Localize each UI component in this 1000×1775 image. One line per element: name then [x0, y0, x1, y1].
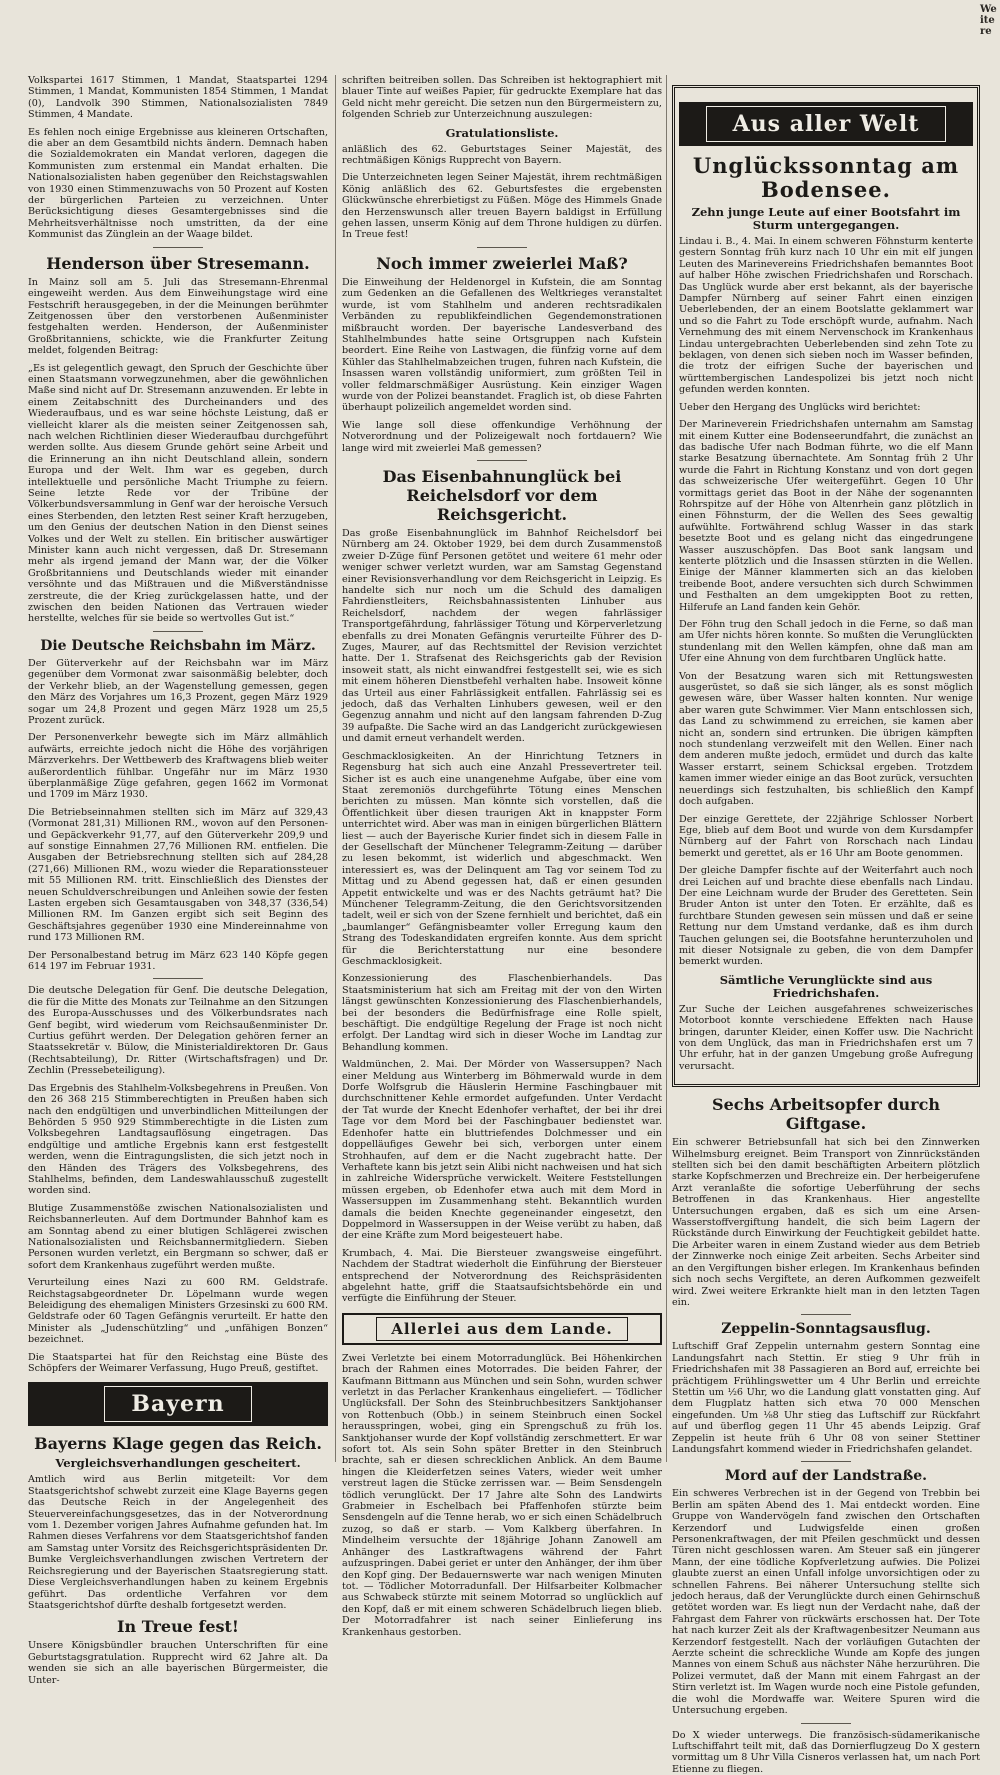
article-text: Ueber den Hergang des Unglücks wird berichtet:	[679, 402, 973, 413]
article-text: Der Güterverkehr auf der Reichsbahn war im März gegenüber dem Vormonat zwar saisonmäßig belebter, doch der Verkehr blieb, an der Wagenstellung gemessen, gegen den März des Vorjahres um 16,3 Prozent, gegen März 1929 sogar um 24,8 Prozent und gegen März 1928 um 25,5 Prozent zurück.	[28, 658, 328, 726]
article-text: Die Einweihung der Heldenorgel in Kufstein, die am Sonntag zum Gedenken an die Gefallenen des Weltkrieges veranstaltet wurde, ist vom Stahlhelm und anderen rechtsradikalen Verbänden zu republikfeindlichen Gegendemonstrationen mißbraucht worden. Der bayerische Landesverband des Stahlhelmbundes hatte seine Ortsgruppen nach Kufstein beordert. Eine Reihe von Lastwagen, die fünfzig vorne auf dem Kühler das Stahlhelmabzeichen trugen, fuhren nach Kufstein, die Insassen waren vollständig uniformiert, zum größten Teil in voller feldmarschmäßiger Ausrüstung. Kein einziger Wagen wurde von der Polizei beanstandet. Fraglich ist, ob diese Fahrten überhaupt polizeilich angemeldet worden sind.	[342, 277, 662, 414]
article-text: Der Föhn trug den Schall jedoch in die Ferne, so daß man am Ufer nichts hören konnte. So mußten die Verunglückten stundenlang mit den Wellen kämpfen, ohne daß man am Ufer eine Ahnung von dem furchtbaren Unglück hatte.	[679, 619, 973, 665]
article-text: Der Marineverein Friedrichshafen unternahm am Samstag mit einem Kutter eine Bodenseerundfahrt, die zunächst an das badische Ufer nach Bodman führte, wo die elf Mann starke Besatzung übernachtete. Am Sonntag früh 2 Uhr wurde die Fahrt in Richtung Konstanz und von dort gegen das schweizerische Ufer weitergeführt. Gegen 10 Uhr vormittags geriet das Boot in der Nähe der sogenannten Rohrspitze auf der Höhe von Altenrhein ganz plötzlich in einen Föhnsturm, der die Wellen des Sees gewaltig aufwühlte. Fortwährend schlug Wasser in das stark besetzte Boot und es gelang nicht das eingedrungene Wasser auszuschöpfen. Das Boot sank langsam und kenterte plötzlich und die Insassen stürzten in die Wellen. Einige der Männer klammerten sich an das kieloben treibende Boot, andere versuchten sich durch Schwimmen und Festhalten an dem umgekippten Boot zu retten, Hilferufe an Land fanden kein Gehör.	[679, 419, 973, 613]
column-rule	[335, 75, 336, 1462]
headline-eisenbahn: Das Eisenbahnunglück bei Reichelsdorf vor dem Reichsgericht.	[342, 467, 662, 524]
article-text: Wie lange soll diese offenkundige Verhöhnung der Notverordnung und der Polizeigewalt noch fortdauern? Wie lange wird mit zweierlei Maß gemessen?	[342, 420, 662, 454]
headline-giftgase: Sechs Arbeitsopfer durch Giftgase.	[672, 1095, 980, 1133]
headline-landstrasse: Mord auf der Landstraße.	[672, 1468, 980, 1484]
headline-klage: Bayerns Klage gegen das Reich.	[28, 1434, 328, 1453]
article-text: Ein schwerer Betriebsunfall hat sich bei den Zinnwerken Wilhelmsburg ereignet. Beim Transport von Zinnrückständen stellten sich bei den damit beschäftigten Arbeitern plötzlich starke Kopfschmerzen und Brechreize ein. Der herbeigerufene Arzt veranlaßte die sofortige Ueberführung der sechs Betroffenen in das Krankenhaus. Hier angestellte Untersuchungen ergaben, daß es sich um eine Arsen-Wasserstoffvergiftung handelt, die sich beim Lagern der Rückstände durch Einwirkung der Feuchtigkeit gebildet hatte. Die Arbeiter waren in einem Zustand wieder aus dem Betrieb der Zinnwerke noch einige Zeit arbeiten. Sechs Arbeiter sind an den Vergiftungen bisher erlegen. Im Krankenhaus befinden sich noch sechs Vergiftete, an deren Aufkommen gezweifelt wird. Zwei weitere Erkrankte hielt man in den letzten Tagen ein.	[672, 1137, 980, 1308]
column-middle	[342, 75, 662, 1480]
page-edge-label: Weitere	[980, 4, 998, 37]
election-summary-text: Es fehlen noch einige Ergebnisse aus kleineren Ortschaften, die aber an dem Gesamtbild nichts ändern. Demnach haben die Sozialdemokraten ein Mandat verloren, dagegen die Kommunisten zum erstenmal ein Mandat erhalten. Die Nationalsozialisten haben gegenüber den Reichstagswahlen von 1930 einen Stimmenzuwachs von 50 Prozent auf Kosten der bürgerlichen Parteien zu verzeichnen. Unter Berücksichtigung dieses Gesamtergebnisses sind die Mehrheitsverhältnisse noch umstritten, da der eine Kommunist das Zünglein an der Waage bildet.	[28, 127, 328, 241]
article-text: Die Betriebseinnahmen stellten sich im März auf 329,43 (Vormonat 281,31) Millionen RM., wovon auf den Personen- und Gepäckverkehr 91,77, auf den Güterverkehr 209,9 und auf sonstige Einnahmen 27,76 Millionen RM. entfielen. Die Ausgaben der Betriebsrechnung stellten sich auf 284,28 (271,66) Millionen RM., wozu wieder die Reparationssteuer mit 55 Millionen RM. tritt. Einschließlich des Dienstes der neuen Schuldverschreibungen und Anleihen sowie der festen Lasten ergeben sich Gesamtausgaben von 348,37 (336,54) Millionen RM. Im Ganzen ergibt sich seit Beginn des Geschäftsjahres gegenüber 1930 eine Mindereinnahme von rund 173 Millionen RM.	[28, 807, 328, 944]
news-brief: Konzessionierung des Flaschenbierhandels. Das Staatsministerium hat sich am Freitag mit der von den Wirten längst gewünschten Konzessionierung des Flaschenbierhandels, bei der besonders die Bedürfnisfrage eine Rolle spielt, beschäftigt. Die endgültige Regelung der Frage ist noch nicht erfolgt. Der Landtag wird sich in dieser Woche im Landtag zur Behandlung kommen.	[342, 973, 662, 1053]
section-banner-bayern: Bayern	[28, 1382, 328, 1426]
article-text: Lindau i. B., 4. Mai. In einem schweren Föhnsturm kenterte gestern Sonntag früh kurz nach 10 Uhr ein mit elf jungen Leuten des Marinevereins Friedrichshafen bemanntes Boot auf halber Höhe zwischen Friedrichshafen und Rorschach. Das Unglück wurde aber erst bekannt, als der bayerische Dampfer Nürnberg auf seiner Fahrt einen einzigen Ueberlebenden, der an einem Bootslatte geklammert war und so die Fahrt zu Tode erschöpft wurde, aufnahm. Nach Vernehmung des mit einem Nervenschock im Krankenhaus Lindau untergebrachten Ueberlebenden sind zehn Tote zu beklagen, von denen sich sieben noch im Wasser befinden, die trotz der eifrigen Suche der bayerischen und württembergischen Landespolizei bis jetzt noch nicht gefunden werden konnten.	[679, 236, 973, 396]
separator	[801, 1461, 851, 1462]
column-right	[672, 75, 980, 1480]
section-banner-welt: Aus aller Welt	[679, 102, 973, 146]
separator	[801, 1723, 851, 1724]
article-text: Die Unterzeichneten legen Seiner Majestät, ihrem rechtmäßigen König anläßlich des 62. Geburtsfestes die ergebensten Glückwünsche ehrerbietigst zu Füßen. Möge des Himmels Gnade den Herzenswunsch aller treuen Bayern baldigst in Erfüllung gehen lassen, unserm König auf dem Throne huldigen zu dürfen. In Treue fest!	[342, 172, 662, 240]
column-left	[28, 75, 328, 1480]
column-rule	[666, 75, 667, 1462]
section-banner-lande: Allerlei aus dem Lande.	[342, 1313, 662, 1345]
headline-mass: Noch immer zweierlei Maß?	[342, 254, 662, 273]
news-brief: Do X wieder unterwegs. Die französisch-südamerikanische Luftschiffahrt teilt mit, daß das Dornierflugzeug Do X gestern vormittag um 8 Uhr Villa Cisneros verlassen hat, um nach Port Etienne zu fliegen.	[672, 1730, 980, 1775]
article-text: Zwei Verletzte bei einem Motorradunglück. Bei Höhenkirchen brach der Rahmen eines Motorrades. Die beiden Fahrer, der Kaufmann Bittmann aus München und sein Sohn, wurden schwer verletzt in das Perlacher Krankenhaus eingeliefert. — Tödlicher Unglücksfall. Der Sohn des Steinbruchbesitzers Sanktjohanser von Rottenbuch (Obb.) in seinem Steinbruch einen Sockel herausspringen, wobei, ging ein Sprengschuß zu früh los. Sanktjohanser wurde der Kopf vollständig zerschmettert. Er war sofort tot. Als sein Sohn später Bretter in den Steinbruch brachte, sah er diesen schrecklichen Anblick. An dem Baume hingen die Kleiderfetzen seines Vaters, wieder weit umher verstreut lagen die Stücke zerrissen war. — Beim Sensdengeln tödlich verunglückt. Der 17 Jahre alte Sohn des Landwirts Grabmeier in Eschelbach bei Pfaffenhofen stürzte beim Sensdengeln auf die Tenne herab, wo er sich einen Schädelbruch zuzog, so daß er starb. — Vom Kalkberg überfahren. In Mindelheim versuchte der 18jährige Johann Zanowell am Anhänger des Lastkraftwagens während der Fahrt aufzuspringen. Dabei geriet er unter den Anhänger, der ihm über den Kopf ging. Der Bedauernswerte war nach wenigen Minuten tot. — Tödlicher Motorradunfall. Der Hilfsarbeiter Kolbmacher aus Schwabeck stürzte mit seinem Motorrad so unglücklich auf den Kopf, daß er mit einem schweren Schädelbruch liegen blieb. Der Motorradfahrer ist nach seiner Einlieferung ins Krankenhaus gestorben.	[342, 1353, 662, 1638]
article-text: Luftschiff Graf Zeppelin unternahm gestern Sonntag eine Landungsfahrt nach Stettin. Er stieg 9 Uhr früh in Friedrichshafen mit 38 Passagieren an Bord auf, erreichte bei prächtigem Frühlingswetter um 4 Uhr Berlin und erreichte Stettin um ½6 Uhr, wo die Landung glatt vonstatten ging. Auf dem Flugplatz hatten sich etwa 70 000 Menschen eingefunden. Um ⅛8 Uhr stieg das Luftschiff zur Rückfahrt auf und überflog gegen 11 Uhr 45 abends Leipzig. Graf Zeppelin ist heute früh 6 Uhr 08 von seiner Stettiner Landungsfahrt kommend wieder in Friedrichshafen gelandet.	[672, 1341, 980, 1455]
subheadline-gratulation: Gratulationsliste.	[342, 127, 662, 140]
article-text: Der Personenverkehr bewegte sich im März allmählich aufwärts, erreichte jedoch nicht die Höhe des vorjährigen Märzverkehrs. Der Wettbewerb des Kraftwagens blieb weiter außerordentlich fühlbar. Ungefähr nur im März 1930 überplanmäßige Züge gefahren, gegen 1662 im Vormonat und 1709 im März 1930.	[28, 732, 328, 800]
headline-reichsbahn: Die Deutsche Reichsbahn im März.	[28, 638, 328, 654]
article-text: Das große Eisenbahnunglück im Bahnhof Reichelsdorf bei Nürnberg am 24. Oktober 1929, bei dem durch Zusammenstoß zweier D-Züge fünf Personen getötet und weitere 61 mehr oder weniger schwer verletzt wurden, war am Samstag Gegenstand einer Revisionsverhandlung vor dem Reichsgericht in Leipzig. Es handelte sich nur noch um die Schuld des damaligen Fahrdienstleiters, Reichsbahnassistenten Linhuber aus Reichelsdorf, nachdem der wegen fahrlässiger Transportgefährdung, fahrlässiger Tötung und Körperverletzung ebenfalls zu drei Monaten Gefängnis verurteilte Führer des D-Zuges, Maurer, auf das Rechtsmittel der Revision verzichtet hatte. Der 1. Strafsenat des Reichsgerichts gab der Revision insoweit statt, als nicht einwandfrei festgestellt sei, wie es sich mit einem höheren Dienstbefehl verhalten habe. Insoweit könne das Urteil aus einer Fahrlässigkeit entfallen. Fahrlässig sei es jedoch, daß das Verhalten Linhubers gewesen, weil er den Gegenzug annahm und nicht auf den langsam fahrenden D-Zug 39 aufpaßte. Die Sache wird an das Landgericht zurückgewiesen und damit erneut verhandelt werden.	[342, 528, 662, 745]
separator	[153, 247, 203, 248]
article-text: Zur Suche der Leichen ausgefahrenes schweizerisches Motorboot konnte verschiedene Effekten nach Hause bringen, darunter Kleider, einen Koffer usw. Die Nachricht von dem Unglück, das man in Friedrichshafen erst um 7 Uhr erfuhr, hat in der ganzen Umgebung große Aufregung verursacht.	[679, 1004, 973, 1072]
separator	[153, 978, 203, 979]
headline-treue: In Treue fest!	[28, 1617, 328, 1636]
article-text: schriften beitreiben sollen. Das Schreiben ist hektographiert mit blauer Tinte auf weißes Papier, für gedruckte Exemplare hat das Geld nicht mehr gereicht. Die setzen nun den Bürgermeistern zu, folgenden Schrieb zur Unterzeichnung auszulegen:	[342, 75, 662, 121]
news-brief: Das Ergebnis des Stahlhelm-Volksbegehrens in Preußen. Von den 26 368 215 Stimmberechtigten in Preußen haben sich nach den endgültigen und unverbindlichen Mitteilungen der Behörden 5 950 929 Stimmberechtigte in die Listen zum Volksbegehren Landtagsauflösung eingetragen. Das endgültige und amtliche Ergebnis kann erst festgestellt werden, wenn die Eintragungslisten, die sich jetzt noch in den Händen des Trägers des Volksbegehrens, des Stahlhelms, befinden, dem Landeswahlausschuß zugestellt worden sind.	[28, 1083, 328, 1197]
article-text: anläßlich des 62. Geburtstages Seiner Majestät, des rechtmäßigen Königs Rupprecht von Bayern.	[342, 144, 662, 167]
article-text: In Mainz soll am 5. Juli das Stresemann-Ehrenmal eingeweiht werden. Aus dem Einweihungstage wird eine Festschrift herausgegeben, in der die Meinungen berühmter Zeitgenossen über den verstorbenen Außenminister festgehalten werden. Henderson, der Außenminister Großbritanniens, schickte, wie die Frankfurter Zeitung meldet, folgenden Beitrag:	[28, 277, 328, 357]
separator	[477, 247, 527, 248]
article-text: Der einzige Gerettete, der 22jährige Schlosser Norbert Ege, blieb auf dem Boot und wurde von dem Kursdampfer Nürnberg auf der Fahrt von Rorschach nach Lindau bemerkt und gerettet, als er 16 Uhr am Boote genommen.	[679, 814, 973, 860]
news-brief: Verurteilung eines Nazi zu 600 RM. Geldstrafe. Reichstagsabgeordneter Dr. Löpelmann wurde wegen Beleidigung des ehemaligen Ministers Grzesinski zu 600 RM. Geldstrafe oder 60 Tagen Gefängnis verurteilt. Er hatte den Minister als „Judenschützling“ und „unfähigen Bonzen“ bezeichnet.	[28, 1277, 328, 1345]
news-brief: Waldmünchen, 2. Mai. Der Mörder von Wassersuppen? Nach einer Meldung aus Winterberg im Böhmerwald wurde in dem Dorfe Wolfsgrub die Häuslerin Hermine Faschingbauer mit durchschnittener Kehle ermordet aufgefunden. Unter Verdacht der Tat wurde der Knecht Edenhofer verhaftet, der bei ihr drei Tage vor dem Mord bei der Faschingbauer bedienstet war. Edenhofer hatte ein bluttriefendes Dolchmesser und ein doppelläufiges Gewehr bei sich, verborgen unter einem Strohhaufen, auf dem er die Nacht zugebracht hatte. Der Verhaftete kann bis jetzt sein Alibi nicht nachweisen und hat sich in zahlreiche Widersprüche verwickelt. Weitere Feststellungen müssen ergeben, ob Edenhofer etwa auch mit dem Mord in Wassersuppen im Zusammenhang steht. Bekanntlich wurden damals die beiden Knechte gegeneinander eingesetzt, den Doppelmord in Wassersuppen in der Weise verübt zu haben, daß der eine Kräfte zum Mord beigesteuert habe.	[342, 1059, 662, 1242]
article-text: Der Personalbestand betrug im März 623 140 Köpfe gegen 614 197 im Februar 1931.	[28, 950, 328, 973]
news-brief: Geschmacklosigkeiten. An der Hinrichtung Tetzners in Regensburg hat sich auch eine Anzahl Pressevertreter teil. Sicher ist es auch eine unangenehme Aufgabe, über eine vom Staat zeremoniös durchgeführte Tötung eines Menschen berichten zu müssen. Man könnte sich vorstellen, daß die Öffentlichkeit über diesen traurigen Akt in knappster Form unterrichtet wird. Aber was man in einigen bürgerlichen Blättern liest — auch der Bayerische Kurier findet sich in diesem Falle in der Gesellschaft der Münchener Telegramm-Zeitung — darüber zu lesen bekommt, ist widerlich und abgeschmackt. Wen interessiert es, was der Delinquent am Tag vor seinem Tod zu Mittag und zu Abend gegessen hat, daß er einen gesunden Appetit entwickelte und was er des Nachts geträumt hat? Die Münchener Telegramm-Zeitung, die den Gerichtsvorsitzenden tadelt, weil er sich von der Szene fernhielt und berichtet, daß ein „baumlanger“ Gefängnisbeamter voller Erregung kaum den Strang des Todeskandidaten ergreifen konnte. Aus dem spricht für die Berichterstattung nur eine besondere Geschmacklosigkeit.	[342, 751, 662, 968]
subheadline-bodensee: Zehn junge Leute auf einer Bootsfahrt im Sturm untergegangen.	[679, 206, 973, 232]
article-text: Ein schweres Verbrechen ist in der Gegend von Trebbin bei Berlin am späten Abend des 1. Mai entdeckt worden. Eine Gruppe von Wandervögeln fand zwischen den Ortschaften Kerzendorf und Ludwigsfelde einen großen Personenkraftwagen, der mit Pfeilen geschmückt und dessen Türen nicht geschlossen waren. Am Steuer saß ein jüngerer Mann, der eine tödliche Kopfverletzung aufwies. Die Polizei glaubte zuerst an einen Unfall infolge unvorsichtigen oder zu schnellen Fahrens. Bei näherer Untersuchung stellte sich jedoch heraus, daß der Verunglückte durch einen Gehirnschuß getötet worden war. Es liegt nun der Verdacht nahe, daß der Fahrgast dem Fahrer von rückwärts erschossen hat. Der Tote hat nach kurzer Zeit als der Kraftwagenbesitzer Neumann aus Kerzendorf festgestellt. Nach der vorläufigen Gutachten der Aerzte scheint die schreckliche Wunde am Kopfe des jungen Mannes von einem Schuß aus nächster Nähe herzurühren. Die Polizei vermutet, daß der Mann mit einem Fahrgast an der Stirn verletzt ist. Im Wagen wurde noch eine Pistole gefunden, die wohl die Mordwaffe war. Weitere Spuren wird die Untersuchung ergeben.	[672, 1488, 980, 1716]
top-margin	[0, 0, 1000, 62]
news-brief: Blutige Zusammenstöße zwischen Nationalsozialisten und Reichsbannerleuten. Auf dem Dortmunder Bahnhof kam es am Sonntag abend zu einer blutigen Schlägerei zwischen Nationalsozialisten und Reichsbannermitgliedern. Sieben Personen wurden verletzt, ein Bergmann so schwer, daß er sofort dem Krankenhaus zugeführt werden mußte.	[28, 1203, 328, 1271]
article-text: Amtlich wird aus Berlin mitgeteilt: Vor dem Staatsgerichtshof schwebt zurzeit eine Klage Bayerns gegen das Deutsche Reich in der Angelegenheit des Steuervereinfachungsgesetzes, das in der Notverordnung vom 1. Dezember vorigen Jahres Aufnahme gefunden hat. Im Rahmen dieses Verfahrens vor dem Staatsgerichtshof fanden am Samstag unter Vorsitz des Reichsgerichtspräsidenten Dr. Bumke Vergleichsverhandlungen zwischen Vertretern der Reichsregierung und der Bayerischen Staatsregierung statt. Diese Vergleichsverhandlungen haben zu keinem Ergebnis geführt. Das ordentliche Verfahren vor dem Staatsgerichtshof dürfte deshalb fortgesetzt werden.	[28, 1474, 328, 1611]
headline-henderson: Henderson über Stresemann.	[28, 254, 328, 273]
article-text: Unsere Königsbündler brauchen Unterschriften für eine Geburtstagsgratulation. Rupprecht wird 62 Jahre alt. Da wenden sie sich an alle bayerischen Bürgermeister, die Unter-	[28, 1640, 328, 1686]
article-text: „Es ist gelegentlich gewagt, den Spruch der Geschichte über einen Staatsmann vorwegzunehmen, aber die gewöhnlichen Maße sind nicht auf Dr. Stresemann anzuwenden. Er lebte in einem Zeitabschnitt des Durcheinanders und des Wiederaufbaus, und es war seine höchste Leistung, daß er vielleicht klarer als die meisten seiner Zeitgenossen sah, nach welchen Richtlinien dieser Wiederaufbau durchgeführt werden sollte. Aus diesem Grunde gehört seine Arbeit und die Erinnerung an ihn nicht Deutschland allein, sondern Europa und der Welt. Ihm war es gegeben, durch intellektuelle und persönliche Macht Triumphe zu feiern. Seine letzte Rede vor der Tribüne der Völkerbundsversammlung in Genf war der heroische Versuch eines Sterbenden, den letzten Rest seiner Kraft herzugeben, um den Genius der deutschen Nation in den Dienst seines Volkes und der Welt zu stellen. Ein britischer auswärtiger Minister kann auch nicht vergessen, daß Dr. Stresemann mehr als irgend jemand der Mann war, der die Völker Großbritanniens und Deutschlands wieder mit einander versöhnte und das Mißtrauen und die Mißverständnisse zerstreute, die der Krieg zurückgelassen hatte, und der zwischen den beiden Nationen das Vertrauen wieder herstellte, welches für sie beide so wertvolles Gut ist.“	[28, 363, 328, 625]
subheadline-friedrichshafen: Sämtliche Verunglückte sind aus Friedrichshafen.	[679, 974, 973, 1000]
separator	[801, 1314, 851, 1315]
boxed-lead-story	[672, 85, 980, 1087]
article-text: Von der Besatzung waren sich mit Rettungswesten ausgerüstet, so daß sie sich länger, als es sonst möglich gewesen wäre, über Wasser halten konnten. Nur wenige aber waren gute Schwimmer. Vier Mann entschlossen sich, das Land zu schwimmend zu erreichen, sie kamen aber nicht an, sondern sind ertrunken. Die übrigen kämpften noch stundenlang verzweifelt mit den Wellen. Einer nach dem anderen mußte jedoch, ermüdet und durch das kalte Wasser erstarrt, seinem Schicksal ergeben. Trotzdem kamen immer wieder einige an das Boot zurück, versuchten neuerdings sich festzuhalten, bis schließlich den Kampf doch aufgaben.	[679, 671, 973, 808]
headline-bodensee: Unglückssonntag am Bodensee.	[679, 154, 973, 202]
subheadline-klage: Vergleichsverhandlungen gescheitert.	[28, 1457, 328, 1470]
separator	[477, 460, 527, 461]
news-brief: Die deutsche Delegation für Genf. Die deutsche Delegation, die für die Mitte des Monats zur Teilnahme an den Sitzungen des Europa-Ausschusses und des Völkerbundsrates nach Genf begibt, wird wiederum vom Reichsaußenminister Dr. Curtius geführt werden. Der Delegation gehören ferner an Staatssekretär v. Bülow, die Ministerialdirektoren Dr. Gaus (Rechtsabteilung), Dr. Ritter (Wirtschaftsfragen) und Dr. Zechlin (Pressebeteiligung).	[28, 985, 328, 1076]
headline-zeppelin: Zeppelin-Sonntagsausflug.	[672, 1321, 980, 1337]
article-text: Der gleiche Dampfer fischte auf der Weiterfahrt auch noch drei Leichen auf und brachte diese ebenfalls nach Lindau. Der eine Leichnam wurde der Bruder des Geretteten. Sein Bruder Anton ist unter den Toten. Er erzählte, daß es furchtbare Stunden gewesen sein müssen und daß er seine Rettung nur dem Umstand verdanke, daß es ihm durch Tauchen gelungen sei, die Bootsfahne herunterzuholen und mit dieser Notsignale zu geben, die von dem Dampfer bemerkt wurden.	[679, 865, 973, 968]
news-brief: Die Staatspartei hat für den Reichstag eine Büste des Schöpfers der Weimarer Verfassung, Hugo Preuß, gestiftet.	[28, 1352, 328, 1375]
news-brief: Krumbach, 4. Mai. Die Biersteuer zwangsweise eingeführt. Nachdem der Stadtrat wiederholt die Einführung der Biersteuer entsprechend der Notverordnung des Reichspräsidenten abgelehnt hatte, griff die Staatsaufsichtsbehörde ein und verfügte die Einführung der Steuer.	[342, 1248, 662, 1305]
separator	[153, 631, 203, 632]
election-results-text: Volkspartei 1617 Stimmen, 1 Mandat, Staatspartei 1294 Stimmen, 1 Mandat, Kommunisten 1854 Stimmen, 1 Mandat (0), Landvolk 390 Stimmen, Nationalsozialisten 7849 Stimmen, 4 Mandate.	[28, 75, 328, 121]
